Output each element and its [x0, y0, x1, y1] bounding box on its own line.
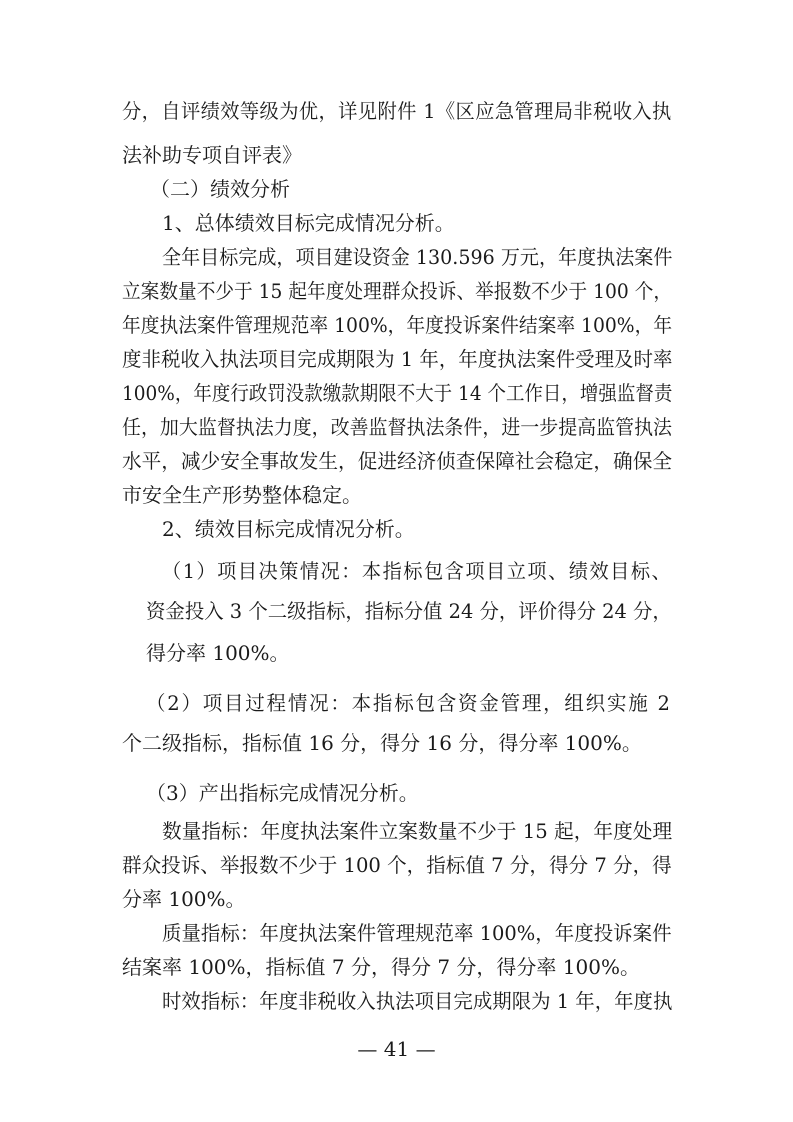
text-line: 法补助专项自评表》 [122, 143, 302, 167]
text-line: 结案率 100%，指标值 7 分，得分 7 分，得分率 100%。 [122, 955, 640, 979]
text-line: 群众投诉、举报数不少于 100 个，指标值 7 分，得分 7 分，得 [122, 853, 672, 877]
text-line: 任，加大监督执法力度，改善监督执法条件，进一步提高监管执法 [122, 415, 673, 439]
text-line: 年度执法案件管理规范率 100%，年度投诉案件结案率 100%，年 [122, 313, 673, 337]
text-line: 市安全生产形势整体稳定。 [122, 483, 362, 507]
text-line: 度非税收入执法项目完成期限为 1 年，年度执法案件受理及时率 [122, 347, 673, 371]
text-line: 分率 100%。 [122, 887, 246, 911]
text-line: 水平，减少安全事故发生，促进经济侦查保障社会稳定，确保全 [122, 449, 672, 473]
text-line: 全年目标完成，项目建设资金 130.596 万元，年度执法案件 [162, 245, 673, 269]
section-heading: （二）绩效分析 [150, 177, 290, 201]
text-line: 立案数量不少于 15 起年度处理群众投诉、举报数不少于 100 个， [122, 279, 673, 303]
text-line: 得分率 100%。 [146, 641, 290, 665]
text-line: 质量指标：年度执法案件管理规范率 100%，年度投诉案件 [162, 921, 672, 945]
text-line: 资金投入 3 个二级指标，指标分值 24 分，评价得分 24 分， [146, 599, 672, 623]
text-line: （1）项目决策情况：本指标包含项目立项、绩效目标、 [162, 559, 673, 583]
text-line: 时效指标：年度非税收入执法项目完成期限为 1 年，年度执 [162, 989, 673, 1013]
subsection-heading: 1、总体绩效目标完成情况分析。 [162, 211, 455, 235]
subsection-heading: （3）产出指标完成情况分析。 [146, 781, 419, 805]
page-number: — 41 — [357, 1037, 436, 1061]
text-line: 100%，年度行政罚没款缴款期限不大于 14 个工作日，增强监督责 [122, 381, 673, 405]
text-line: （2）项目过程情况：本指标包含资金管理，组织实施 2 [146, 691, 672, 715]
text-line: 个二级指标，指标值 16 分，得分 16 分，得分率 100%。 [122, 731, 642, 755]
text-line: 分，自评绩效等级为优，详见附件 1《区应急管理局非税收入执 [122, 99, 672, 123]
subsection-heading: 2、绩效目标完成情况分析。 [162, 517, 415, 541]
text-line: 数量指标：年度执法案件立案数量不少于 15 起，年度处理 [162, 819, 673, 843]
